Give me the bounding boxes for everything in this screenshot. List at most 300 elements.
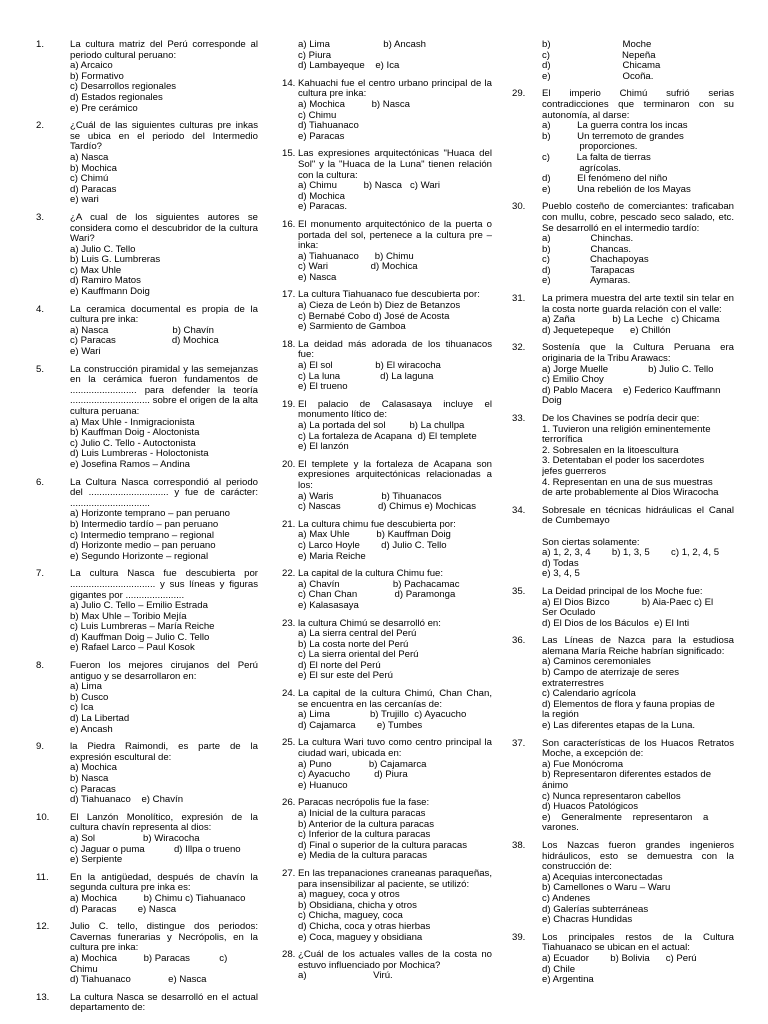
answer-option: a) Julio C. Tello – Emilio Estrada [70,601,208,612]
question-number: 34. [512,504,526,516]
answer-option: d) Cajamarca e) Tumbes [298,720,423,731]
answer-option: b) Luis G. Lumbreras [70,255,161,266]
question-block [282,400,492,453]
answer-option: d) Paracas e) Nasca [70,904,177,915]
question-body [70,569,258,654]
question-stem: La cultura Nasca se desarrolló en el actual departamento de: [70,991,258,1014]
question-stem: la Piedra Raimondi, es parte de la expresión escultural de: [70,741,258,763]
answer-option: b) Anterior de la cultura paracas [298,819,434,830]
answer-option: b) Nasca [70,774,109,784]
question-stem: La ceramica documental es propia de la cultura pre inka: [70,303,258,326]
question-body [70,121,258,206]
answer-option: c) Piura [298,50,332,61]
answer-option: c) Ayacucho d) Piura [298,770,408,781]
answer-option: a) Waris b) Tihuanacos [298,491,442,502]
question-number: 8. [36,660,45,672]
answer-option: b) Chancas. [542,244,632,255]
answer-option: c) Chimu [298,110,337,121]
question-number: 6. [36,476,45,488]
answer-option: a) Fue Monócroma [542,759,624,770]
answer-option: e) Serpiente [70,855,123,866]
answer-option: e) Wari [70,347,101,358]
question-stem: Son características de los Huacos Retratos Moche, a excepción de: [542,737,734,760]
answer-option: c) Luis Lumbreras – María Reiche [70,622,215,633]
answer-option: d) El fenómeno del niño [542,174,668,185]
column-3 [512,40,734,993]
question-stem: La cultura Wari tuvo como centro principal la ciudad wari, ubicada en: [298,737,492,760]
answer-option: e) Paracas [298,131,345,142]
question-number [512,40,542,82]
answer-option: c) Intermedio temprano – regional [70,530,214,541]
question-stem: Sobresale en técnicas hidráulicas el Canal de Cumbemayo [542,504,734,527]
answer-option: 1. Tuvieron una religión eminentemente [542,424,711,435]
answer-option: extraterrestres [542,678,604,689]
question-number: 22. [282,568,296,580]
question-block [282,40,492,72]
answer-option: b) Max Uhle – Toribio Mejía [70,611,187,622]
question-body [542,933,734,986]
question-number: 35. [512,585,526,597]
answer-option: ánimo [542,781,569,791]
answer-option: 3. Detentaban el poder los sacerdotes [542,456,705,467]
answer-option: a) Chavín b) Pachacamac [298,579,460,590]
answer-option: varones. [542,823,579,834]
answer-option: a) Chinchas. [542,234,634,245]
question-block [36,305,258,358]
question-body [298,569,492,611]
answer-option: d) Huacos Patológicos [542,802,638,813]
answer-option: Doig [542,396,562,407]
question-stem: Fueron los mejores cirujanos del Perú antiguo y se desarrollaron en: [70,660,258,682]
question-body [298,400,492,453]
question-block [282,619,492,683]
answer-option: c) La falta de tierras [542,152,651,163]
question-stem: La primera muestra del arte textil sin telar en la costa norte guarda relación con el valle: [542,293,734,315]
answer-option: a) Max Uhle b) Kauffman Doig [298,530,451,541]
answer-option: d) El norte del Perú [298,660,381,671]
answer-option: c) Julio C. Tello - Autoctonista [70,438,196,449]
answer-option: a) Nasca b) Chavín [70,325,214,336]
answer-option: la región [542,710,579,721]
answer-option: d) El Dios de los Báculos e) El Inti [542,618,690,629]
answer-option: Son ciertas solamente: [542,537,640,548]
answer-option: proporciones. [542,142,638,153]
question-number: 19. [282,398,296,410]
question-block [36,922,258,986]
answer-option: a) Ecuador b) Bolivia c) Perú [542,953,697,964]
answer-option: a) El Dios Bizco b) Aia-Paec c) El [542,597,714,608]
question-body [298,869,492,943]
answer-option: jefes guerreros [542,466,606,477]
question-block [282,520,492,562]
question-block [282,460,492,513]
answer-option: d) Chile [542,964,576,975]
question-body [298,40,492,72]
question-stem: Pueblo costeño de comerciantes: traficaban con mullu, cobre, pescado seco salado, etc. Se desarrolló en el intermedio tardío: [542,201,734,234]
question-block [36,813,258,866]
answer-option: c) Ica [70,703,94,714]
question-number: 3. [36,211,45,223]
answer-option: a) Mochica b) Paracas c) [70,953,228,964]
answer-option: a) La sierra central del Perú [298,629,417,640]
answer-option: e) Pre cerámico [70,103,138,114]
answer-option: e) Kalasasaya [298,600,359,611]
answer-option: a) Mochica b) Chimu c) Tiahuanaco [70,893,246,904]
answer-option: e) El trueno [298,382,348,393]
question-number: 2. [36,120,45,132]
answer-option: d) Todas [542,558,579,569]
question-body [542,89,734,195]
question-block [36,569,258,654]
answer-option: e) Segundo Horizonte – regional [70,551,209,562]
question-block [512,739,734,834]
question-block [282,79,492,143]
answer-option: c) Nunca representaron cabellos [542,791,681,802]
answer-option: c) Nepeña [542,50,656,61]
question-stem: La deidad más adorada de los tihuanacos fue: [298,338,492,361]
question-stem: Los principales restos de la Cultura Tiahuanaco se ubican en el actual: [542,931,734,954]
answer-option: a) Caminos ceremoniales [542,657,651,668]
answer-option: d) Chicha, coca y otras hierbas [298,921,431,932]
question-stem: Las Líneas de Nazca para la estudiosa alemana María Reiche habrían significado: [542,635,734,657]
answer-option: e) El sur este del Perú [298,671,393,682]
question-number [282,40,298,72]
answer-option: c) La fortaleza de Acapana d) El templete [298,431,477,442]
answer-option: a) Horizonte temprano – pan peruano [70,509,230,520]
answer-option: a) Julio C. Tello [70,244,136,255]
answer-option: e) Una rebelión de los Mayas [542,184,691,195]
question-number: 9. [36,741,45,753]
question-body [542,739,734,834]
question-body [542,40,734,82]
answer-option: c) Andenes [542,893,591,904]
question-block [512,343,734,407]
question-stem: Sostenía que la Cultura Peruana era originaria de la Tribu Arawacs: [542,342,734,365]
question-number: 30. [512,201,526,213]
question-block [512,40,734,82]
answer-option: e) Argentina [542,975,594,986]
question-stem: Paracas necrópolis fue la fase: [298,797,430,809]
question-body [298,689,492,731]
answer-option: e) Coca, maguey y obsidiana [298,932,423,943]
answer-option: d) Final o superior de la cultura paracas [298,840,468,851]
question-number: 37. [512,737,526,749]
answer-option: 2. Sobresalen en la litoescultura [542,445,679,456]
question-number: 18. [282,338,296,350]
answer-option: b) Campo de aterrizaje de seres [542,668,680,679]
question-block [512,587,734,629]
answer-option: c) Larco Hoyle d) Julio C. Tello [298,540,447,551]
question-block [36,121,258,206]
answer-option: a) La portada del sol b) La chullpa [298,421,465,431]
question-body [298,738,492,791]
question-stem: En la antigüedad, después de chavín la segunda cultura pre inka es: [70,871,258,894]
question-block [512,414,734,499]
question-number: 26. [282,797,296,809]
question-block [36,993,258,1014]
answer-option: d) Elementos de flora y fauna propias de [542,699,715,710]
column-2 [282,40,492,989]
question-block [36,661,258,735]
question-body [70,742,258,806]
question-body [542,841,734,926]
answer-option: c) Wari d) Mochica [298,262,418,273]
question-block [512,636,734,731]
question-body [298,619,492,683]
answer-option: a) Lima b) Trujillo c) Ayacucho [298,710,467,721]
question-block [282,738,492,791]
question-block [512,89,734,195]
answer-option: c) Emilio Choy [542,375,604,386]
question-block [512,294,734,336]
answer-option: b) Un terremoto de grandes [542,131,684,142]
answer-option: a) Chimu b) Nasca c) Wari [298,181,440,192]
question-body [542,636,734,731]
question-block [282,869,492,943]
question-block [282,220,492,284]
question-number: 5. [36,363,45,375]
answer-option: e) Josefina Ramos – Andina [70,459,190,470]
answer-option: agrícolas. [542,163,621,174]
answer-option: e) Generalmente representaron a [542,812,709,823]
answer-option: a) Mochica [70,763,117,774]
answer-option: e) Kauffmann Doig [70,287,150,298]
question-body [298,79,492,143]
answer-option: e) Rafael Larco – Paul Kosok [70,643,195,654]
question-stem: La capital de la cultura Chimú, Chan Chan, se encuentra en las cercanías de: [298,688,492,710]
question-block [36,742,258,806]
question-body [298,798,492,862]
answer-option: d) Pablo Macera e) Federico Kauffmann [542,385,721,396]
answer-option: c) Nascas d) Chimus e) Mochicas [298,502,477,513]
answer-option: e) Maria Reiche [298,551,366,562]
answer-option: d) Jequetepeque e) Chillón [542,325,671,336]
question-stem: El templete y la fortaleza de Acapana son expresiones arquitectónicas relacionadas a los: [298,458,492,491]
answer-option: e) Las diferentes etapas de la Luna. [542,721,696,732]
question-body [70,993,258,1014]
question-block [282,689,492,731]
answer-option: b) Cusco [70,692,109,703]
question-block [282,340,492,393]
question-number: 17. [282,289,296,301]
question-block [282,569,492,611]
answer-option: d) Tarapacas [542,265,635,276]
question-body [70,40,258,114]
answer-option: d) Chicama [542,61,661,72]
question-number: 12. [36,921,50,933]
answer-option: e) Aymaras. [542,276,631,287]
question-stem: El monumento arquitectónico de la puerta o portada del sol, pertenece a la cultura pre – inka: [298,218,492,252]
answer-option: e) Chacras Hundidas [542,915,633,926]
question-body [542,506,734,580]
answer-option: de arte probablemente al Dios Wiracocha [542,488,719,499]
answer-option: d) Galerías subterráneas [542,904,649,915]
answer-option: a) maguey, coca y otros [298,890,400,901]
question-block [512,841,734,926]
answer-option: a) Acequias interconectadas [542,872,663,883]
column-1 [36,40,258,1021]
question-number: 15. [282,148,296,160]
question-block [512,506,734,580]
question-body [70,922,258,986]
question-stem: La construcción piramidal y las semejanzas en la cerámica fueron fundamentos de ......................... para defender la teoría .............................. sobre el origen de la alta cultura peruana: [70,363,258,417]
answer-option: Chimu [70,964,98,975]
answer-option: e) Ocoña. [542,71,654,82]
answer-option: e) Ancash [70,724,113,735]
answer-option: b) La costa norte del Perú [298,639,409,650]
question-block [282,798,492,862]
answer-option: a) Zaña b) La Leche c) Chicama [542,315,720,326]
answer-option: d) Horizonte medio – pan peruano [70,541,216,552]
answer-option: c) Chimú [70,174,109,185]
question-stem: ¿A cual de los siguientes autores se considera como el descubridor de la cultura Wari? [70,211,258,245]
answer-option: c) La luna d) La laguna [298,371,434,382]
answer-option: b) Camellones o Waru – Waru [542,883,671,894]
question-stem: ¿Cuál de las siguientes culturas pre inkas se ubica en el periodo del Intermedio Tardío? [70,120,258,153]
question-body [298,340,492,393]
answer-option: a) Mochica b) Nasca [298,99,410,110]
question-stem: Kahuachi fue el centro urbano principal de la cultura pre inka: [298,77,492,100]
question-number: 27. [282,867,296,879]
question-number: 39. [512,931,526,943]
answer-option: 4. Representan en una de sus muestras [542,477,713,488]
question-stem: La Cultura Nasca correspondió al periodo del .............................. y fue de carácter: .............................. [70,476,258,509]
question-body [70,213,258,298]
answer-option: c) Max Uhle [70,265,122,276]
answer-option: e) 3, 4, 5 [542,569,580,580]
answer-option: b) Moche [542,40,652,50]
answer-option: c) Bernabé Cobo d) José de Acosta [298,311,450,322]
answer-option: c) Desarrollos regionales [70,82,177,93]
question-stem: La capital de la cultura Chimu fue: [298,568,444,580]
question-number: 28. [282,949,296,961]
answer-option: b) Kauffman Doig - Aloctonista [70,428,200,439]
answer-option: d) Tiahuanaco e) Nasca [70,975,207,986]
question-block [512,933,734,986]
question-block [36,365,258,471]
question-body [542,587,734,629]
question-body [298,290,492,332]
answer-option: a) Puno b) Cajamarca [298,759,427,770]
answer-option: e) El lanzón [298,442,349,453]
question-block [36,213,258,298]
answer-option: c) Paracas [70,784,116,795]
question-block [36,478,258,563]
question-stem: El palacio de Calasasaya incluye el monumento lítico de: [298,398,492,421]
question-body [542,414,734,499]
answer-option: e) wari [70,195,99,206]
answer-option: d) La Libertad [70,714,130,725]
answer-option: terrorífica [542,435,583,446]
question-number: 1. [36,39,45,50]
answer-option: d) Tiahuanaco e) Chavín [70,795,184,806]
question-body [542,343,734,407]
question-stem: Las expresiones arquitectónicas "Huaca del Sol" y la "Huaca de la Luna" tienen relación con la cultura: [298,148,492,181]
answer-option: e) Paracas. [298,202,348,213]
answer-option: b) Mochica [70,163,117,174]
answer-option: b) Intermedio tardío – pan peruano [70,519,219,530]
answer-option: e) Nasca [298,272,337,283]
question-stem: La cultura matriz del Perú corresponde al periodo cultural peruano: [70,39,258,61]
answer-option: c) La sierra oriental del Perú [298,650,419,661]
answer-option: a) 1, 2, 3, 4 b) 1, 3, 5 c) 1, 2, 4, 5 [542,548,720,559]
answer-option: e) Media de la cultura paracas [298,851,428,862]
question-body [298,460,492,513]
question-stem: ¿Cuál de los actuales valles de la costa no estuvo influenciado por Mochica? [298,949,492,971]
answer-option: a) Cieza de León b) Diez de Betanzos [298,301,461,312]
question-block [282,950,492,982]
question-stem: La cultura Nasca fue descubierta por ................................ y sus líneas y figuras gigantes por ...................... [70,568,258,601]
answer-option: a) La guerra contra los incas [542,121,688,132]
answer-option: c) Chan Chan d) Paramonga [298,590,456,601]
answer-option: d) Kauffman Doig – Julio C. Tello [70,632,210,643]
question-block [282,149,492,213]
question-number: 24. [282,688,296,700]
answer-option: d) Luis Lumbreras - Holoctonista [70,449,209,460]
question-body [298,149,492,213]
answer-option: d) Estados regionales [70,92,163,103]
question-stem: El Lanzón Monolítico, expresión de la cultura chavín representa al dios: [70,811,258,834]
question-number: 25. [282,737,296,749]
question-block [36,40,258,114]
answer-option: c) Paracas d) Mochica [70,336,219,347]
question-number: 10. [36,811,50,823]
question-body [298,950,492,982]
question-block [282,290,492,332]
question-block [36,873,258,915]
answer-option: Ser Oculado [542,608,596,619]
question-body [542,202,734,287]
question-body [70,661,258,735]
question-number: 21. [282,518,296,530]
answer-option: a) Lima [70,682,102,693]
answer-option: a) Virú. [298,971,393,982]
question-number: 36. [512,635,526,647]
answer-option: a) Max Uhle - Inmigracionista [70,417,195,428]
answer-option: c) Chachapoyas [542,255,649,266]
question-number: 4. [36,303,45,315]
answer-option: d) Ramiro Matos [70,276,141,287]
question-body [70,873,258,915]
answer-option: a) Sol b) Wiracocha [70,833,200,844]
question-number: 29. [512,88,526,100]
answer-option: c) Calendario agrícola [542,689,636,700]
question-stem: De los Chavines se podría decir que: [542,413,700,424]
answer-option: d) Tiahuanaco [298,121,359,132]
answer-option: c) Jaguar o puma d) Illpa o trueno [70,844,241,855]
question-stem: En las trepanaciones craneanas paraqueñas, para insensibilizar al paciente, se utilizó: [298,867,492,890]
answer-option: c) Chicha, maguey, coca [298,911,403,922]
question-number: 33. [512,413,526,424]
answer-option: a) Jorge Muelle b) Julio C. Tello [542,364,714,375]
answer-option: a) Nasca [70,152,109,163]
answer-option: b) Obsidiana, chicha y otros [298,900,417,911]
answer-option: b) Representaron diferentes estados de [542,770,712,781]
question-body [298,520,492,562]
question-body [542,294,734,336]
question-stem: Julio C. tello, distingue dos periodos: Cavernas funerarias y Necrópolis, en la cultura pre inka: [70,921,258,954]
answer-option: a) Inicial de la cultura paracas [298,809,426,819]
question-stem: la cultura Chimú se desarrolló en: [298,617,441,629]
question-stem: La cultura Tiahuanaco fue descubierta por: [298,289,480,301]
answer-option: a) Lima b) Ancash [298,40,426,50]
question-stem: Los Nazcas fueron grandes ingenieros hidráulicos, esto se demuestra con la construcción de: [542,839,734,873]
question-stem: La Deidad principal de los Moche fue: [542,585,703,597]
answer-option [542,527,734,538]
answer-option: d) Lambayeque e) Ica [298,61,400,72]
question-number: 14. [282,77,296,89]
question-body [70,813,258,866]
